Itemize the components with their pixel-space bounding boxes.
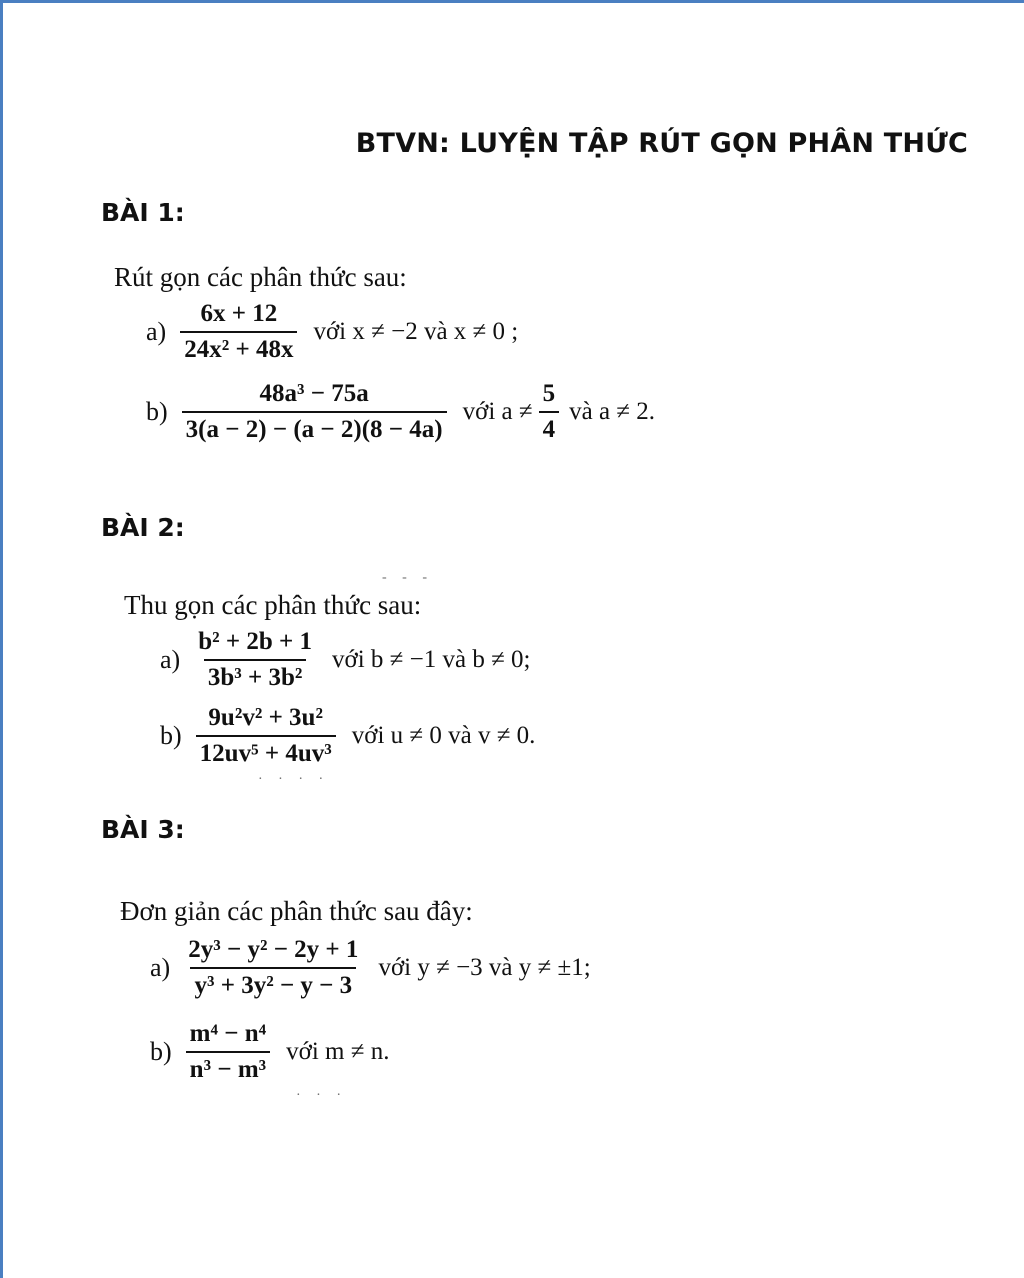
fraction [186,1020,270,1084]
denominator: 4 [539,411,560,444]
problem-label: b) [160,721,182,750]
denominator: n³ − m³ [186,1051,270,1084]
denominator: 3b³ + 3b² [204,659,307,692]
numerator: 5 [542,380,556,407]
denominator: 12uv⁵ + 4uv³ [196,735,336,768]
condition-prefix: với a ≠ [462,398,533,425]
scan-dots: - - - [382,570,433,585]
denominator: 3(a − 2) − (a − 2)(8 − 4a) [182,411,447,444]
page-frame-left [0,0,3,1278]
condition: với y ≠ −3 và y ≠ ±1; [378,954,591,981]
numerator: 48a³ − 75a [259,380,369,407]
condition: với b ≠ −1 và b ≠ 0; [332,646,531,673]
bai3-heading: BÀI 3: [101,815,185,844]
bai1-problem-b [146,380,655,444]
numerator: m⁴ − n⁴ [189,1020,267,1047]
bai2-intro: Thu gọn các phân thức sau: [124,590,422,620]
page-frame-top [0,0,1024,3]
numerator: 9u²v² + 3u² [208,704,323,731]
problem-label: a) [146,317,167,346]
condition-fraction [539,380,560,444]
numerator: 2y³ − y² − 2y + 1 [188,936,359,963]
fraction [182,380,447,444]
scan-dots: · · · [296,1088,347,1103]
fraction [184,936,362,1000]
bai1-problem-a [146,300,518,364]
bai2-problem-b [160,704,535,768]
problem-label: b) [146,397,168,426]
bai3-problem-a [150,936,591,1000]
problem-label: a) [150,953,171,982]
denominator: 24x² + 48x [180,331,297,364]
numerator: b² + 2b + 1 [198,628,312,655]
condition: với x ≠ −2 và x ≠ 0 ; [313,318,519,345]
bai1-heading: BÀI 1: [101,198,185,227]
page-title: BTVN: LUYỆN TẬP RÚT GỌN PHÂN THỨC [355,128,968,159]
bai3-intro: Đơn giản các phân thức sau đây: [120,896,473,926]
denominator: y³ + 3y² − y − 3 [190,967,356,1000]
condition: với m ≠ n. [286,1038,390,1065]
scan-dots: · · · · [258,772,330,787]
condition-suffix: và a ≠ 2. [569,398,656,425]
problem-label: a) [160,645,181,674]
fraction [180,300,297,364]
problem-label: b) [150,1037,172,1066]
bai2-problem-a [160,628,531,692]
fraction [194,628,316,692]
fraction [196,704,336,768]
condition: với u ≠ 0 và v ≠ 0. [351,722,536,749]
bai2-heading: BÀI 2: [101,513,185,542]
numerator: 6x + 12 [200,300,278,327]
bai3-problem-b [150,1020,389,1084]
bai1-intro: Rút gọn các phân thức sau: [114,262,407,292]
